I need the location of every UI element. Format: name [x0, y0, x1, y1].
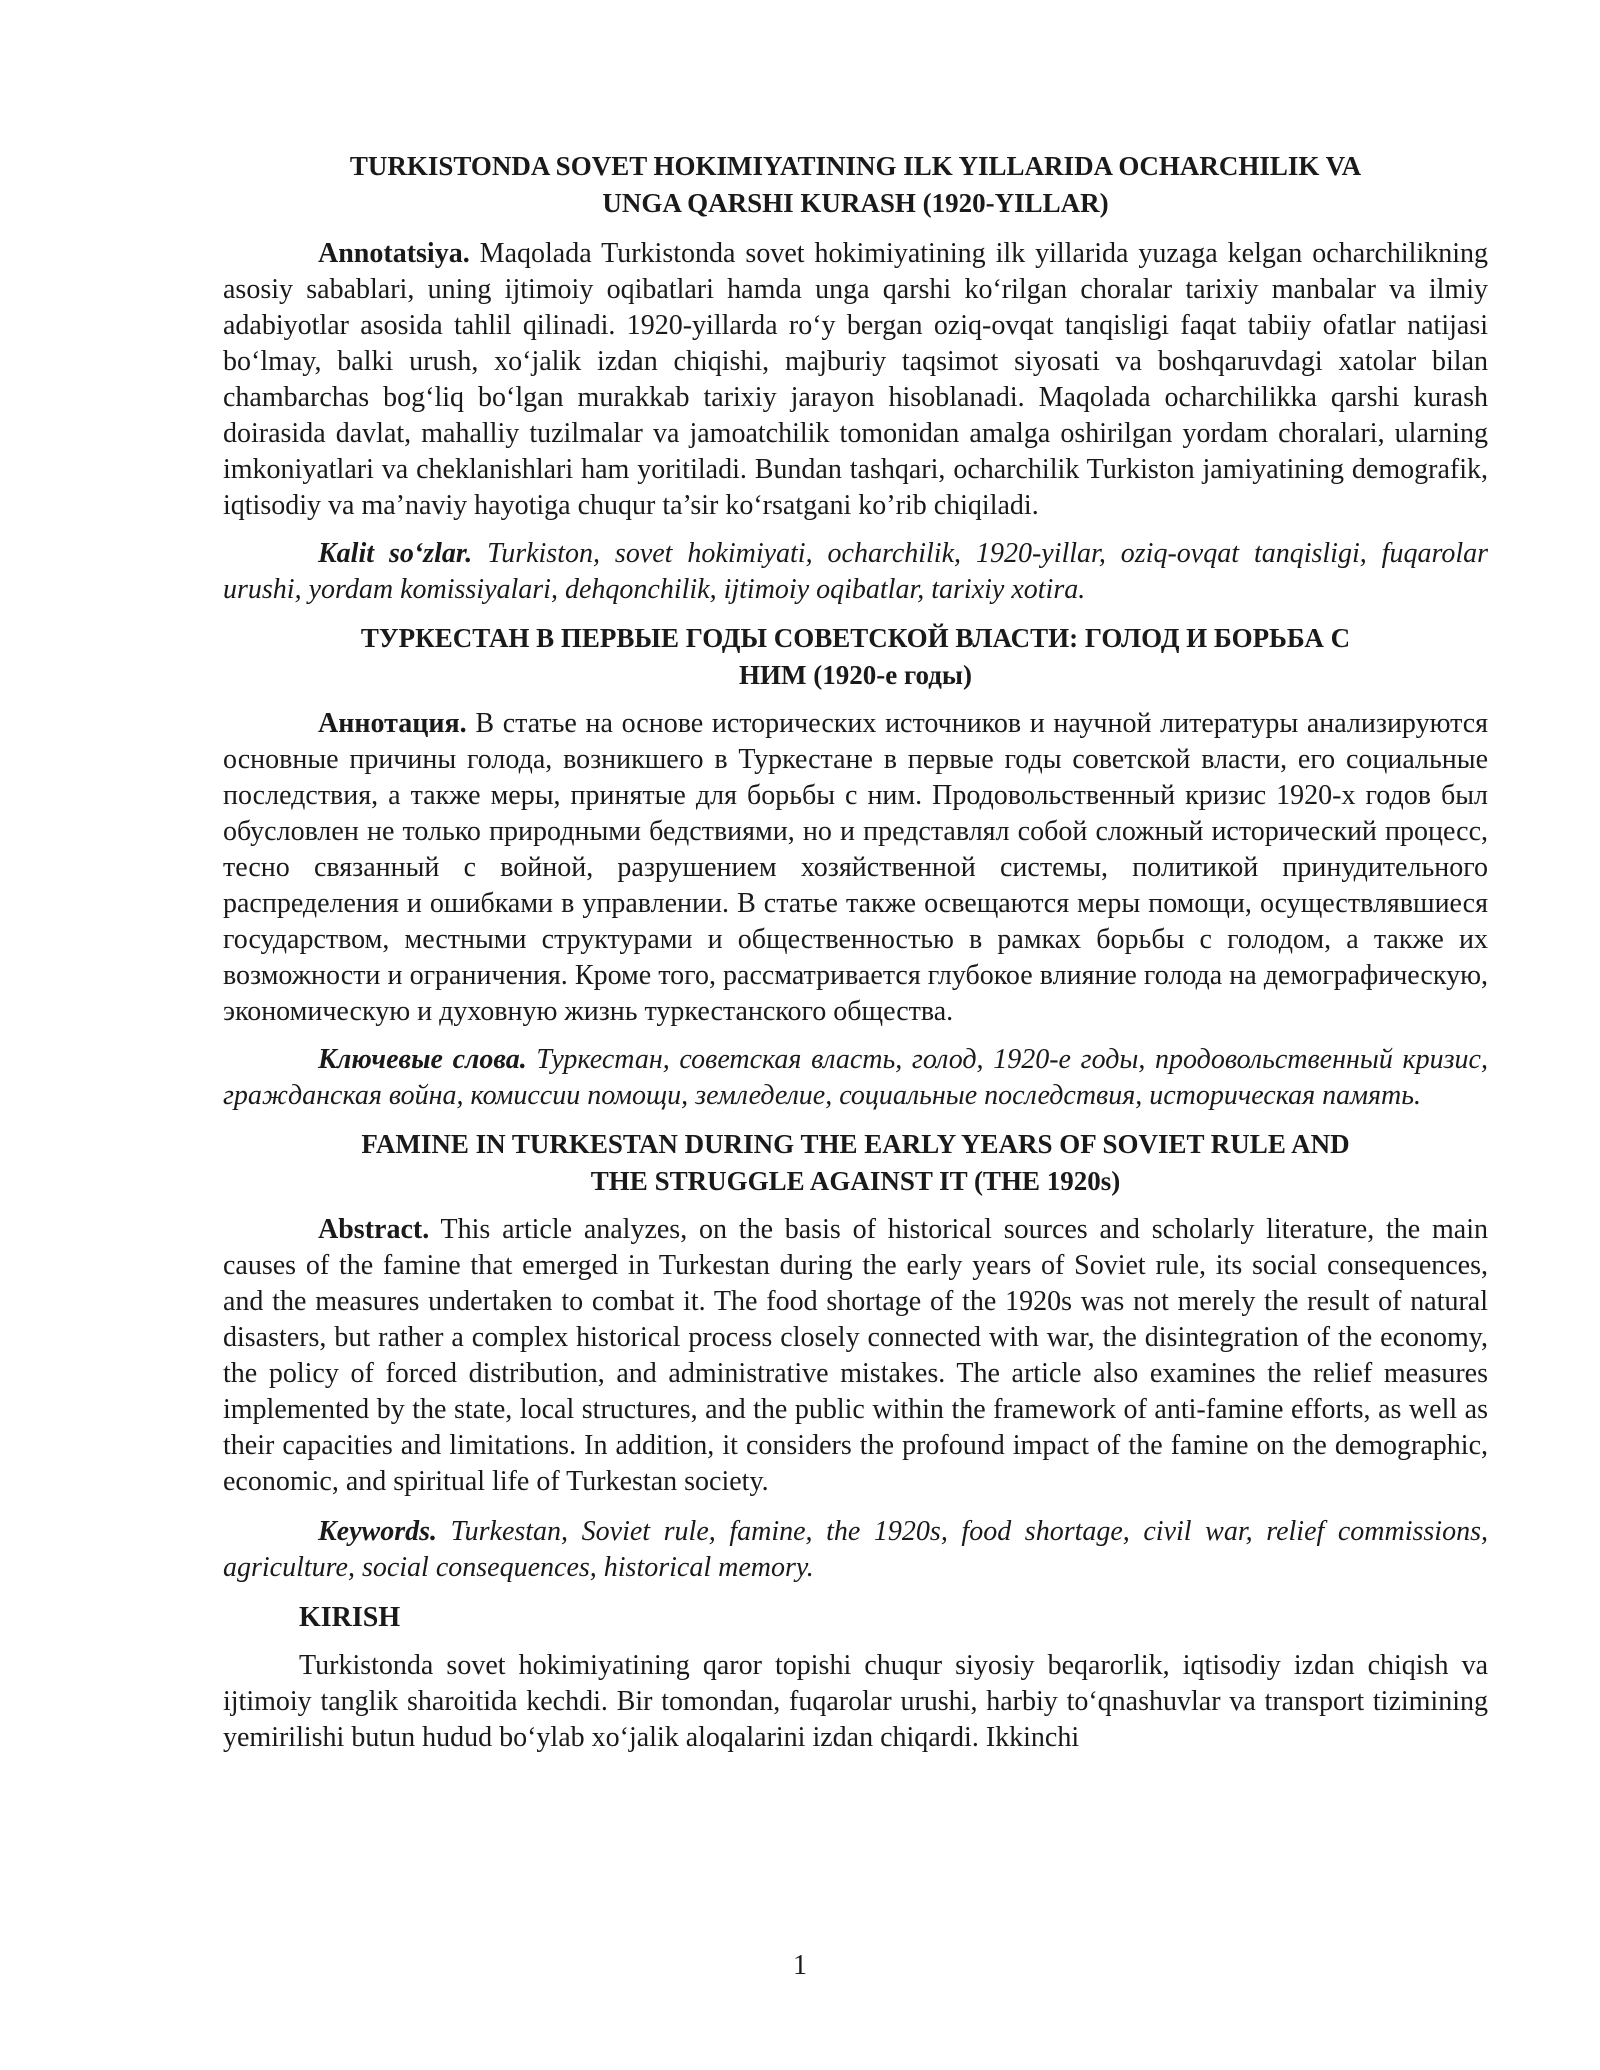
- title-ru-line2: НИМ (1920-е годы): [739, 660, 972, 690]
- title-en-line2: THE STRUGGLE AGAINST IT (THE 1920s): [590, 1166, 1121, 1196]
- abstract-en: [223, 1212, 1488, 1500]
- title-uz-line2: UNGA QARSHI KURASH (1920-YILLAR): [602, 188, 1109, 218]
- abstract-ru: [223, 706, 1488, 1030]
- abstract-ru-text: В статье на основе исторических источников и научной литературы анализируются основные причины голода, возникшего в Туркестане в первые годы советской власти, его социальные последствия, а также меры, принятые для борьбы с ним. Продовольственный кризис 1920-х годов был обусловлен не только природными бедствиями, но и представлял собой сложный исторический процесс, тесно связанный с войной, разрушением хозяйственной системы, политикой принудительного распределения и ошибками в управлении. В статье также освещаются меры помощи, осуществлявшиеся государством, местными структурами и общественностью в рамках борьбы с голодом, а также их возможности и ограничения. Кроме того, рассматривается глубокое влияние голода на демографическую, экономическую и духовную жизнь туркестанского общества.: [223, 708, 1488, 1027]
- page-number: 1: [793, 1950, 807, 1981]
- abstract-ru-label: Аннотация.: [318, 708, 467, 739]
- title-en: [223, 1126, 1488, 1200]
- abstract-uz-text: Maqolada Turkistonda sovet hokimiyatining ilk yillarida yuzaga kelgan ocharchilikning asosiy sabablari, uning ijtimoiy oqibatlari hamda unga qarshi ko‘rilgan choralar tarixiy manbalar va ilmiy adabiyotlar asosida tahlil qilinadi. 1920-yillarda ro‘y bergan oziq-ovqat tanqisligi faqat tabiiy ofatlar natijasi bo‘lmay, balki urush, xo‘jalik izdan chiqishi, majburiy taqsimot siyosati va boshqaruvdagi xatolar bilan chambarchas bog‘liq bo‘lgan murakkab tarixiy jarayon hisoblanadi. Maqolada ocharchilikka qarshi kurash doirasida davlat, mahalliy tuzilmalar va jamoatchilik tomonidan amalga oshirilgan yordam choralari, ularning imkoniyatlari va cheklanishlari ham yoritiladi. Bundan tashqari, ocharchilik Turkiston jamiyatining demografik, iqtisodiy va ma’naviy hayotiga chuqur ta’sir ko‘rsatgani ko’rib chiqiladi.: [223, 238, 1488, 521]
- abstract-uz: [223, 236, 1488, 524]
- keywords-ru-text: Туркестан, советская власть, голод, 1920-е годы, продовольственный кризис, гражданская война, комиссии помощи, земледелие, социальные последствия, историческая память.: [223, 1044, 1488, 1111]
- abstract-en-label: Abstract.: [318, 1214, 430, 1245]
- keywords-en-text: Turkestan, Soviet rule, famine, the 1920s, food shortage, civil war, relief commissions, agriculture, social consequences, historical memory.: [223, 1516, 1488, 1583]
- abstract-en-text: This article analyzes, on the basis of historical sources and scholarly literature, the main causes of the famine that emerged in Turkestan during the early years of Soviet rule, its social consequences, and the measures undertaken to combat it. The food shortage of the 1920s was not merely the result of natural disasters, but rather a complex historical process closely connected with war, the disintegration of the economy, the policy of forced distribution, and administrative mistakes. The article also examines the relief measures implemented by the state, local structures, and the public within the framework of anti-famine efforts, as well as their capacities and limitations. In addition, it considers the profound impact of the famine on the demographic, economic, and spiritual life of Turkestan society.: [223, 1214, 1488, 1497]
- keywords-uz-text: Turkiston, sovet hokimiyati, ocharchilik, 1920-yillar, oziq-ovqat tanqisligi, fuqarolar urushi, yordam komissiyalari, dehqonchilik, ijtimoiy oqibatlar, tarixiy xotira.: [223, 538, 1488, 605]
- title-ru: [223, 620, 1488, 694]
- title-en-line1: FAMINE IN TURKESTAN DURING THE EARLY YEARS OF SOVIET RULE AND: [361, 1129, 1350, 1159]
- abstract-uz-label: Annotatsiya.: [318, 238, 470, 269]
- keywords-en-label: Keywords.: [318, 1516, 437, 1547]
- title-uz-line1: TURKISTONDA SOVET HOKIMIYATINING ILK YILLARIDA OCHARCHILIK VA: [349, 151, 1362, 181]
- page-content: [223, 148, 1488, 1756]
- title-ru-line1: ТУРКЕСТАН В ПЕРВЫЕ ГОДЫ СОВЕТСКОЙ ВЛАСТИ: ГОЛОД И БОРЬБА С: [360, 623, 1351, 653]
- keywords-ru: [223, 1042, 1488, 1114]
- keywords-uz: [223, 536, 1488, 608]
- keywords-en: [223, 1514, 1488, 1586]
- keywords-ru-label: Ключевые слова.: [318, 1044, 527, 1075]
- title-uz: [223, 148, 1488, 222]
- keywords-uz-label: Kalit so‘zlar.: [318, 538, 473, 569]
- section-heading-intro: KIRISH: [299, 1602, 401, 1633]
- intro-paragraph: Turkistonda sovet hokimiyatining qaror topishi chuqur siyosiy beqarorlik, iqtisodiy izdan chiqish va ijtimoiy tanglik sharoitida kechdi. Bir tomondan, fuqarolar urushi, harbiy to‘qnashuvlar va transport tizimining yemirilishi butun hudud bo‘ylab xo‘jalik aloqalarini izdan chiqardi. Ikkinchi: [223, 1650, 1488, 1753]
